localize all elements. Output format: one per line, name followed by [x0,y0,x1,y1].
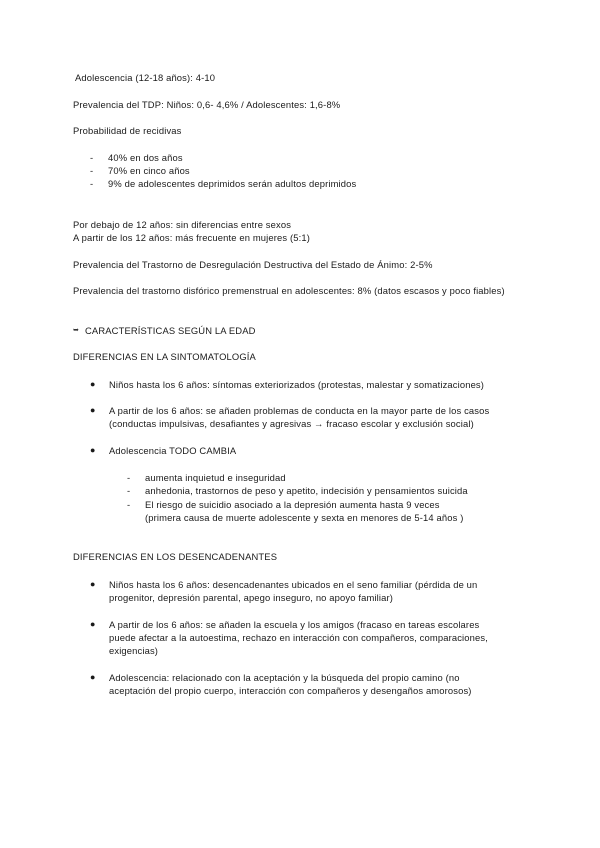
dash-marker: - [90,165,94,176]
bullet-icon: ● [90,672,96,682]
bullet-icon: ● [90,579,96,589]
dash-marker: - [90,178,94,189]
trigger-item-continuation: puede afectar a la autoestima, rechazo en interacción con compañeros, comparaciones, [109,632,488,643]
dash-marker: - [127,485,131,496]
symptoms-title: DIFERENCIAS EN LA SINTOMATOLOGÍA [73,351,256,362]
trigger-item: Adolescencia: relacionado con la aceptación y la búsqueda del propio camino (no [109,672,460,683]
symptom-item: Niños hasta los 6 años: síntomas exteriorizados (protestas, malestar y somatizaciones) [109,379,485,390]
relapse-item: 40% en dos años [108,152,183,163]
adolescence-rate: Adolescencia (12-18 años): 4-10 [75,72,216,83]
trigger-item: A partir de los 6 años: se añaden la escuela y los amigos (fracaso en tareas escolares [109,619,480,630]
symptom-item: Adolescencia TODO CAMBIA [109,445,237,456]
symptom-item-continuation: (conductas impulsivas, desafiantes y agresivas → fracaso escolar y exclusión social) [109,418,474,429]
sex-difference-under-12: Por debajo de 12 años: sin diferencias entre sexos [73,219,292,230]
adolescence-sub-item: aumenta inquietud e inseguridad [145,472,286,483]
relapse-item: 70% en cinco años [108,165,190,176]
symptom-item: A partir de los 6 años: se añaden problemas de conducta en la mayor parte de los casos [109,405,490,416]
age-section-heading: CARACTERÍSTICAS SEGÚN LA EDAD [85,325,256,336]
adolescence-sub-item: El riesgo de suicidio asociado a la depresión aumenta hasta 9 veces [145,499,440,510]
bullet-icon: ● [90,619,96,629]
trigger-item-continuation: progenitor, depresión parental, apego inseguro, no apoyo familiar) [109,592,394,603]
pmdd-prevalence: Prevalencia del trastorno disfórico premenstrual en adolescentes: 8% (datos escasos y poco fiables) [73,285,505,296]
trigger-item: Niños hasta los 6 años: desencadenantes ubicados en el seno familiar (pérdida de un [109,579,478,590]
sex-difference-over-12: A partir de los 12 años: más frecuente en mujeres (5:1) [73,232,311,243]
dash-marker: - [127,472,131,483]
relapse-item: 9% de adolescentes deprimidos serán adultos deprimidos [108,178,357,189]
adolescence-sub-continuation: (primera causa de muerte adolescente y sexta en menores de 5-14 años ) [145,512,464,523]
triggers-title: DIFERENCIAS EN LOS DESENCADENANTES [73,551,278,562]
dash-marker: - [127,499,131,510]
adolescence-sub-item: anhedonia, trastornos de peso y apetito, indecisión y pensamientos suicida [145,485,468,496]
tdde-prevalence: Prevalencia del Trastorno de Desregulación Destructiva del Estado de Ánimo: 2-5% [73,259,433,270]
bullet-icon: ● [90,379,96,389]
bullet-icon: ● [90,445,96,455]
arrow-icon: ➥ [73,327,80,334]
trigger-item-continuation: aceptación del propio cuerpo, interacción con compañeros y desengaños amorosos) [109,685,472,696]
trigger-item-continuation: exigencias) [109,645,159,656]
relapse-title: Probabilidad de recidivas [73,125,182,136]
dash-marker: - [90,152,94,163]
tdp-prevalence: Prevalencia del TDP: Niños: 0,6- 4,6% / Adolescentes: 1,6-8% [73,99,341,110]
bullet-icon: ● [90,405,96,415]
